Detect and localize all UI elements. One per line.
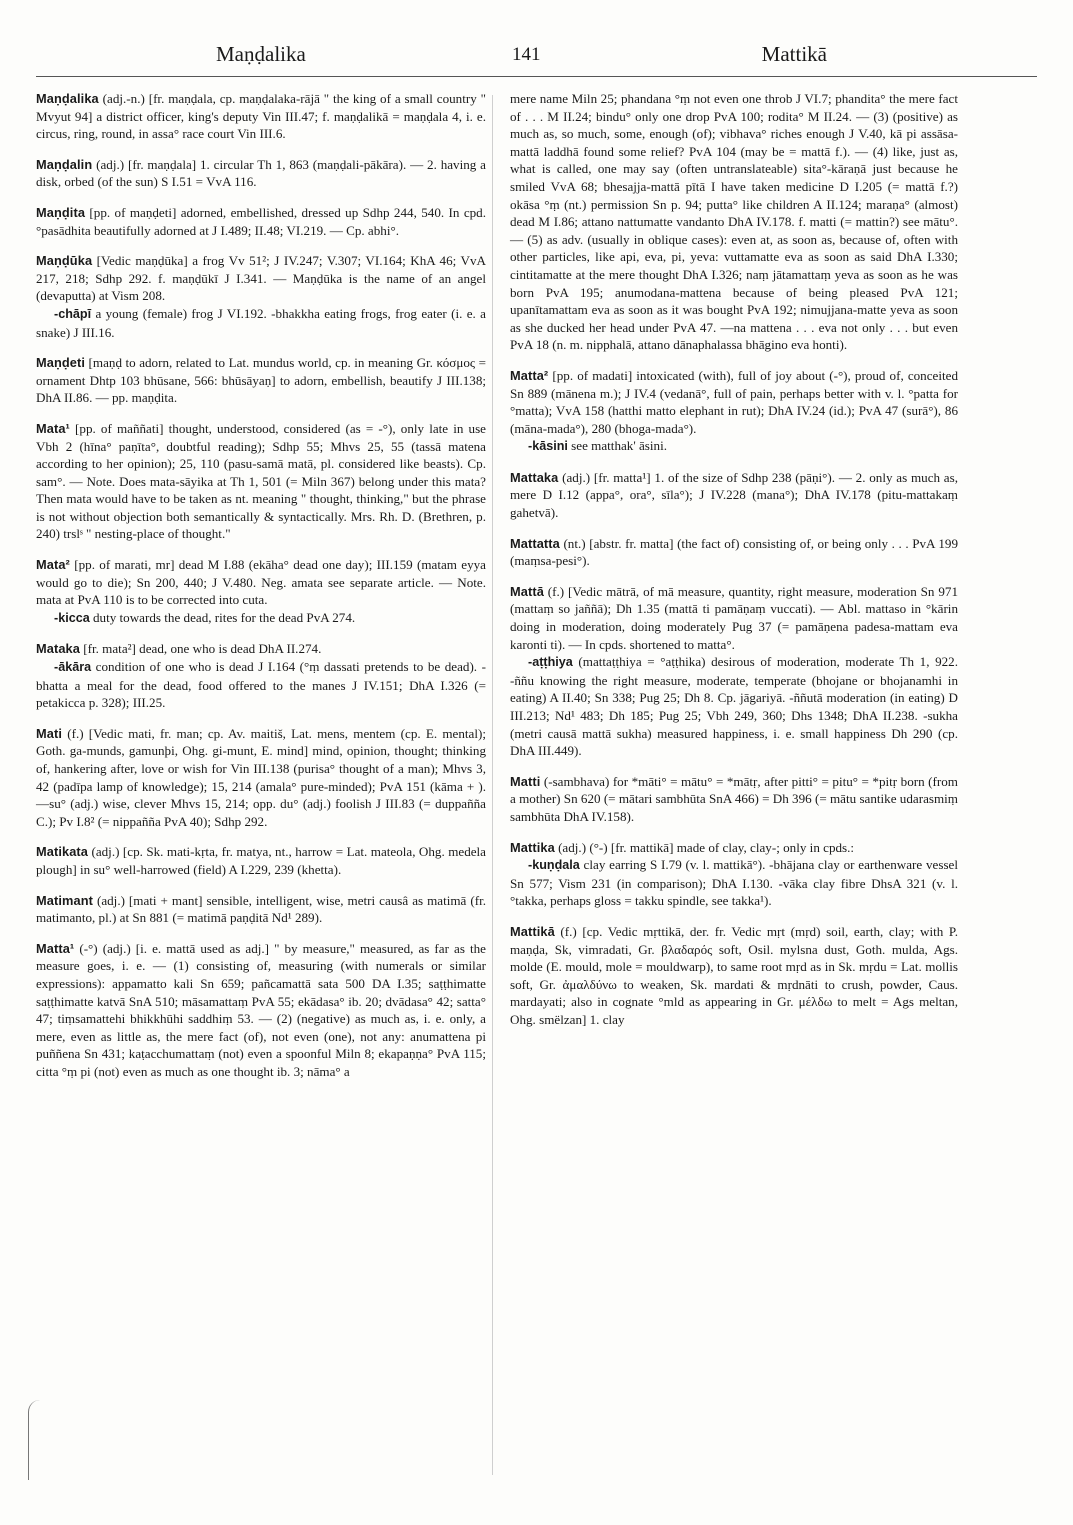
dictionary-entry (510, 469, 958, 522)
entry-headword: Matta¹ (36, 940, 75, 956)
running-head-left: Maṇḍalika (216, 42, 306, 66)
dictionary-entry (36, 640, 486, 711)
entry-headword: Maṇḍūka (36, 253, 93, 269)
dictionary-entry (510, 773, 958, 826)
dictionary-entry (510, 367, 958, 456)
entry-headword: Matti (510, 773, 541, 789)
entry-definition: (f.) [cp. Vedic mṛttikā, der. fr. Vedic mṛt (mṛd) soil, earth, clay; with P. maṇḍa, Sk, vimradati, Gr. βλαδαρός soft, Osil. mylsna dust, Goth. mulda, Ags. molde (E. mould, mole = mouldwarp), to same root mṛd as in Sk. mṛdu = Lat. mollis soft, Gr. ἀμαλδύνω to weaken, Sk. mardati & mṛdnāti to crush, powder, Caus. mardayati; also in cognate °mld as appearing in Gr. μέλδω to melt = Ags meltan, Ohg. smëlzan] 1. clay (510, 923, 958, 1027)
entry-definition: (adj.-n.) [fr. maṇḍala, cp. maṇḍalaka-rājā " the king of a small country " Mvyut 94] a district officer, king's deputy Vin III.47; f. maṇḍalikā = maṇḍala 4, i. e. circus, ring, round, in assa° race court Vin III.6. (36, 91, 486, 142)
sub-entry-definition: a young (female) frog J VI.192. -bhakkha eating frogs, frog eater (i. e. a snake) J III.16. (36, 305, 486, 340)
sub-entry-definition: clay earring S I.79 (v. l. mattikā°). -bhājana clay or earthenware vessel Sn 577; Vism 231 (in comparison); DhA I.130. -vāka clay fibre DhsA 321 (v. l. °takka, perhaps gloss = takku spindle, see takka¹). (510, 857, 958, 909)
sub-entry-word: -kuṇḍala (528, 858, 580, 873)
dictionary-entry (510, 839, 958, 910)
entry-headword: Maṇḍalika (36, 91, 99, 106)
entry-headword: Mati (36, 725, 62, 741)
entry-definition: [maṇḍ to adorn, related to Lat. mundus world, cp. in meaning Gr. κόσμος = ornament Dhtp 103 bhūsane, 566: bhūsāyaṇ] to adorn, embellish, beautify J III.138; DhA II.86. — pp. maṇḍita. (36, 355, 486, 406)
sub-entry-word: -kicca (54, 610, 90, 625)
dictionary-entry (36, 420, 486, 543)
header-rule (36, 76, 1037, 77)
entry-headword: Mata¹ (36, 420, 70, 436)
sub-entry-word: -kāsini (528, 439, 568, 454)
entry-definition: (-sambhava) for *māti° = mātu° = *mātṛ, after pitti° = pitu° = *pitṛ born (from a mother) Sn 620 (= mātari sambhūta SnA 466) = Dh 396 (= mātu santike udarasmiṃ sambhūta DhA IV.158). (510, 773, 958, 824)
entry-headword: Matta² (510, 367, 549, 383)
entry-definition: (f.) [Vedic mati, fr. man; cp. Av. maitiš, Lat. mens, mentem (cp. E. mental); Goth. ga-munds, gamunþi, Ohg. gi-munt, E. mind] mind, opinion, thought; thinking of, hankering after, love or wish for Vin III.138 (purisa° thought of a man); Mhvs 3, 42 (padīpa lamp of knowledge); 15, 214 (amala° pure-minded); PvA 151 (kāma + ). —su° (adj.) wise, clever Mhvs 15, 214; opp. du° (adj.) foolish J III.83 (= duppañña C.); Pv I.8² (= nippañña PvA 40); Sdhp 292. (36, 725, 486, 829)
sub-entry-definition: duty towards the dead, rites for the dead PvA 274. (89, 609, 356, 625)
entry-headword: Mattatta (510, 535, 560, 551)
entry-definition: (adj.) [fr. matta¹] 1. of the size of Sdhp 238 (pāṇi°). — 2. only as much as, mere D I.12 (appa°, ora°, sīla°); J IV.228 (mana°); DhA IV.178 (pitu-mattakaṃ gahetvā). (510, 469, 958, 521)
entry-definition: [fr. mata²] dead, one who is dead DhA II.274. (80, 641, 322, 657)
entry-headword: Maṇḍeti (36, 355, 86, 371)
dictionary-entry (36, 556, 486, 627)
entry-definition: (f.) [Vedic mātrā, of mā measure, quantity, right measure, moderation Sn 971 (mattaṃ so jaññā); Dh 1.35 (mattā ti pamāṇaṃ vuccati). — Abl. mattaso in °kārin doing in moderation, doing moderately Pug 37 (= pamāṇena padesa-mattam eva karonti ti). — In cpds. shortened to matta°. (510, 583, 958, 652)
entry-headword: Mata² (36, 557, 70, 573)
entry-definition: [pp. of madati] intoxicated (with), full of joy about (-°), proud of, conceited Sn 889 (mānena m.); J IV.4 (vedanā°, full of pain, perhaps better with v. l. °patta for °matta); VvA 158 (hatthi matto elephant in rut); DhA IV.24 (id.); PvA 47 (surā°), 86 (māna-mada°), 280 (bhoga-mada°). (510, 367, 958, 436)
sub-entry (36, 658, 486, 712)
dictionary-entry (36, 892, 486, 927)
entry-headword: Mattaka (510, 469, 559, 485)
right-column (510, 90, 958, 1042)
entry-headword: Matikata (36, 844, 89, 860)
sub-entry (36, 609, 486, 628)
entry-definition: (nt.) [abstr. fr. matta] (the fact of) consisting of, or being only . . . PvA 199 (maṃsa-pesi°). (510, 535, 958, 569)
entry-definition: [Vedic maṇḍūka] a frog Vv 51²; J IV.247; V.307; VI.164; KhA 46; VvA 217, 218; Sdhp 292. f. maṇḍūkī J I.341. — Maṇḍūka is the name of an angel (devaputta) at Vism 208. (36, 253, 486, 304)
entry-headword: Maṇḍalin (36, 156, 93, 172)
dictionary-entry (36, 252, 486, 341)
dictionary-entry (36, 725, 486, 831)
dictionary-entry (36, 354, 486, 407)
dictionary-entry (510, 583, 958, 760)
entry-definition: [pp. of maṇḍeti] adorned, embellished, dressed up Sdhp 244, 540. In cpd. °pasādhita beautifully adorned at J I.489; II.48; VI.219. — Cp. abhi°. (36, 204, 486, 238)
left-column (36, 90, 486, 1094)
entry-headword: Mattā (510, 583, 544, 599)
sub-entry-word: -chāpī (54, 306, 92, 321)
sub-entry-word: -aṭṭhiya (528, 655, 573, 670)
sub-entry (510, 437, 958, 456)
entry-definition: (adj.) [fr. maṇḍala] 1. circular Th 1, 863 (maṇḍali-pākāra). — 2. having a disk, orbed (of the sun) S I.51 = VvA 116. (36, 156, 486, 190)
sub-entry (510, 653, 958, 760)
sub-entry-definition: see matthak' āsini. (567, 438, 667, 454)
page-header (36, 42, 1037, 72)
entry-definition: [pp. of maññati] thought, understood, considered (as = -°), only late in use Vbh 2 (hīna° paṇīta°, doubtful reading); Sdhp 55; Mhvs 25, 55 (tassā matena according to her opinion); 25, 110 (pasu-samā matā, pl. considered like beasts). Cp. sam°. — Note. Does mata-sāyika at Th 1, 501 (= Miln 367) belong under this mata? Then mata would have to be taken as nt. meaning " thought, thinking," but the phrase is not without objection both semantically & syntactically. Mrs. Rh. D. (Brethren, p. 240) trslˢ " nesting-place of thought." (36, 420, 486, 542)
sub-entry-word: -ākāra (54, 660, 92, 675)
dictionary-entry (36, 156, 486, 191)
sub-entry (36, 305, 486, 341)
entry-headword: Mattikā (510, 923, 555, 939)
entry-definition: (adj.) [mati + mant] sensible, intelligent, wise, metri causâ as matimā (fr. matimanto, pl.) at Sn 881 (= matimā paṇḍitā Nd¹ 289). (36, 892, 486, 926)
entry-definition: [pp. of marati, mr] dead M I.88 (ekāha° dead one day); III.159 (matam eyya would go to die); Sn 200, 440; J V.480. Neg. amata see separate article. — Note. mata at PvA 110 is to be corrected into cuta. (36, 557, 486, 608)
entry-headword: Matimant (36, 892, 93, 908)
margin-mark (28, 1400, 41, 1480)
running-head-right: Mattikā (761, 42, 827, 66)
page-number: 141 (512, 44, 541, 65)
dictionary-entry (36, 204, 486, 239)
sub-entry-definition: (mattaṭṭhiya = °aṭṭhika) desirous of moderation, moderate Th 1, 922. -ññu knowing the right measure, moderate, temperate (bhojane or bhojanamhi in eating) A II.40; Sn 338; Pug 25; Dh 8. Cp. jāgariyā. -ññutā moderation (in eating) D III.213; Nd¹ 483; Dh 185; Pug 25; Vbh 249, 360; Dhs 1348; DhA II.238. -sukha (metri causā mattā sukha) measured happiness, i. e. small happiness Dh 290 (cp. DhA III.449). (510, 654, 958, 759)
entry-headword: Maṇḍita (36, 204, 86, 220)
dictionary-entry (510, 535, 958, 570)
entry-definition: mere name Miln 25; phandana °ṃ not even one throb J VI.7; phandita° the mere fact of . . . M II.24; bindu° only one drop PvA 100; rodita° M II.24. — (3) (positive) as much as, so much, some, enough (of); vibhava° riches enough J V.40, kā pi assāsa-mattā laddhā found some relief? PvA 104 (may be = mattā f.). — (4) like, just as, what is called, one may say (often untranslateable) sita°-kāraṇā just because he smiled VvA 68; bhesajja-mattā pītā I have taken medicine D I.205 (= mattā f.?) okāsa °ṃ (nt.) permission Sn p. 94; putta° like children A II.124; maraṇa° (almost) dead M I.86; attano nattumatte vandanto DhA IV.178. f. matti (= mattin?) see mātu°. — (5) as adv. (usually in oblique cases): even at, as soon as, because of, often with other particles, like api, eva, pi, yeva: vuttamatte eva as soon as said DhA I.330; cintitamatte at the mere thought DhA I.326; naṃ jātamattaṃ yeva as soon as he was born PvA 195; anumodana-mattena because of being pleased PvA 121; upanītamattam eva as soon as it was bought PvA 192; nimujjana-matte yeva as soon as she ducked her head under PvA 47. —na mattena . . . eva not only . . . but even PvA 18 (n. m. nipphalā, attano dānaphalassa bhāgino eva honti). (510, 91, 958, 353)
entry-definition: (adj.) (°-) [fr. mattikā] made of clay, clay-; only in cpds.: (554, 839, 855, 855)
dictionary-entry (36, 90, 486, 143)
sub-entry-definition: condition of one who is dead J I.164 (°ṃ dassati pretends to be dead). -bhatta a meal for the dead, food offered to the manes J IV.151; DhA I.326 (= petakicca p. 328); III.25. (36, 659, 486, 711)
dictionary-entry (510, 923, 958, 1029)
sub-entry (510, 856, 958, 910)
dictionary-entry (510, 90, 958, 354)
dictionary-entry (36, 940, 486, 1081)
entry-definition: (-°) (adj.) [i. e. mattā used as adj.] " by measure," measured, as far as the measure goes, i. e. — (1) consisting of, measuring (with numerals or similar expressions): appamatto kali Sn 659; pañcamattā sata 500 DA I.35; saṭṭhimatte saṭṭhimatte katvā SnA 510; māsamattaṃ PvA 55; ekādasa° ib. 20; dvādasa° 42; satta° 47; tiṃsamattehi bhikkhūhi saddhiṃ 53. — (2) (negative) as much as, i. e. only, a mere, even as little as, the mere fact (of), not even (one), not any: anumattena pi puññena Sn 431; kaṭacchumattaṃ (not) even a spoonful Miln 8; ekapaṇṇa° PvA 115; citta °ṃ pi (not) even as much as one thought ib. 3; nāma° a (36, 940, 486, 1079)
entry-headword: Mattika (510, 839, 555, 855)
entry-headword: Mataka (36, 641, 80, 657)
entry-definition: (adj.) [cp. Sk. mati-kṛta, fr. matya, nt., harrow = Lat. mateola, Ohg. medela plough] in su° well-harrowed (field) A I.229, 239 (khetta). (36, 844, 486, 877)
column-divider (492, 95, 493, 1475)
dictionary-entry (36, 843, 486, 878)
